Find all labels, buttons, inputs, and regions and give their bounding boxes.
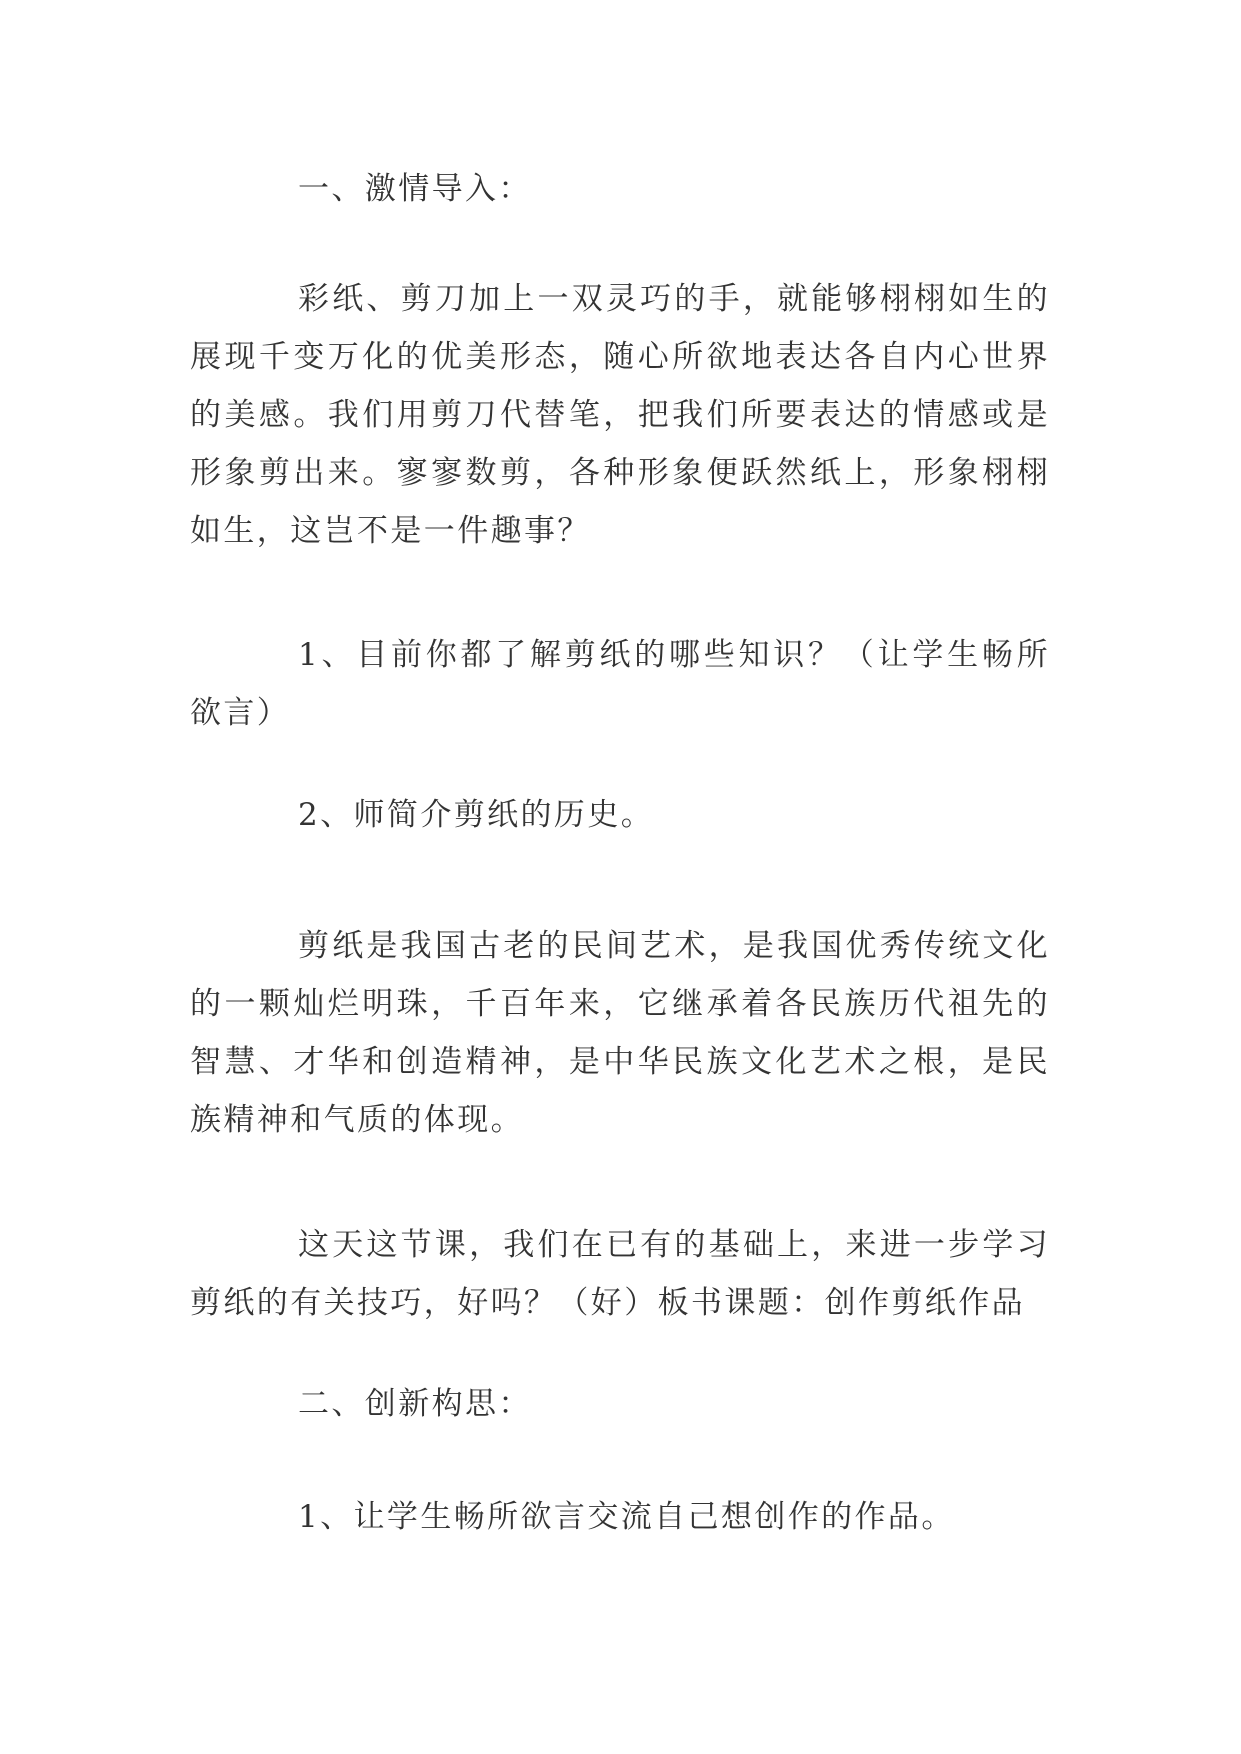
list-item-question-1: 1、目前你都了解剪纸的哪些知识？（让学生畅所欲言）: [190, 637, 1050, 731]
list-item-history-2: 2、师简介剪纸的历史。: [298, 797, 655, 833]
section-heading-intro: 一、激情导入：: [298, 171, 532, 207]
paragraph-papercut-intro: 彩纸、剪刀加上一双灵巧的手，就能够栩栩如生的展现千变万化的优美形态，随心所欲地表达各自内心世界的美感。我们用剪刀代替笔，把我们所要表达的情感或是形象剪出来。寥寥数剪，各种形象便跃然纸上，形象栩栩如生，这岂不是一件趣事？: [190, 281, 1050, 549]
paragraph-papercut-history: 剪纸是我国古老的民间艺术，是我国优秀传统文化的一颗灿烂明珠，千百年来，它继承着各民族历代祖先的智慧、才华和创造精神，是中华民族文化艺术之根，是民族精神和气质的体现。: [190, 928, 1050, 1138]
section-heading-innovation: 二、创新构思：: [298, 1386, 532, 1422]
paragraph-lesson-topic: 这天这节课，我们在已有的基础上，来进一步学习剪纸的有关技巧，好吗？（好）板书课题：创作剪纸作品: [190, 1227, 1050, 1321]
list-item-discussion-1: 1、让学生畅所欲言交流自己想创作的作品。: [298, 1499, 955, 1535]
